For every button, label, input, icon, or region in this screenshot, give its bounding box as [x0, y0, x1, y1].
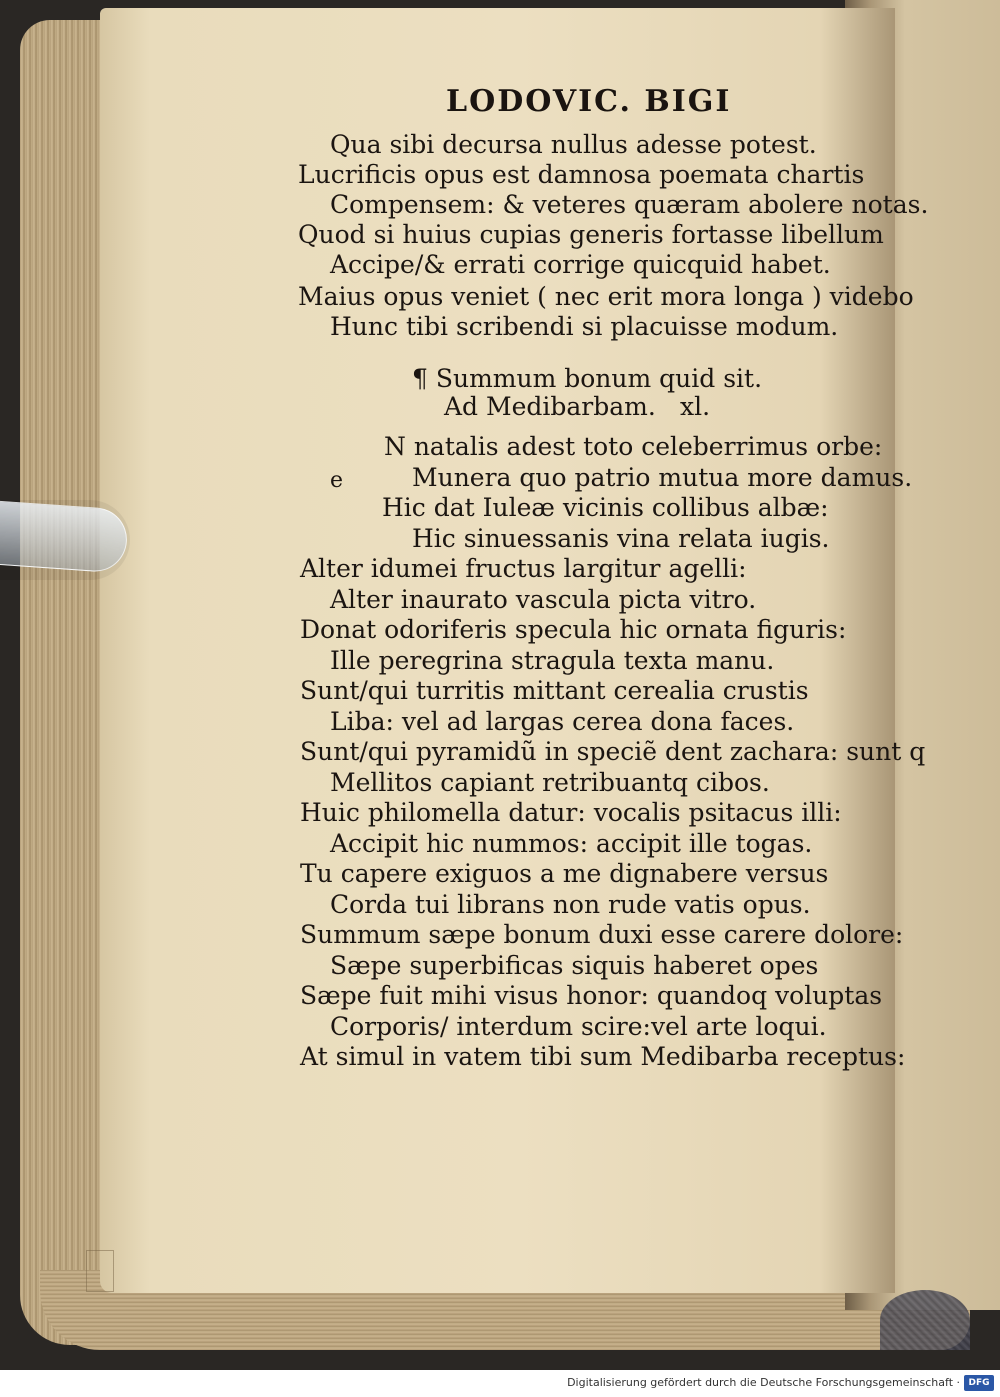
poem-line: Ille peregrina stragula texta manu. — [330, 646, 775, 675]
heading-dedication: Ad Medibarbam. — [444, 392, 656, 421]
heading-number: xl. — [680, 392, 711, 421]
running-head: LODOVIC. BIGI — [446, 84, 732, 119]
poem-line: Hic dat Iuleæ vicinis collibus albæ: — [382, 493, 829, 522]
poem-line: Hic sinuessanis vina relata iugis. — [412, 524, 830, 553]
poem-line: Munera quo patrio mutua more damus. — [412, 463, 913, 492]
poem-line: Liba: vel ad largas cerea dona faces. — [330, 707, 795, 736]
poem-line: Huic philomella datur: vocalis psitacus illi: — [300, 798, 842, 827]
poem-line: Alter idumei fructus largitur agelli: — [300, 554, 747, 583]
heading-title: ¶ Summum bonum quid sit. — [412, 364, 763, 393]
text-line: Accipe/& errati corrige quicquid habet. — [330, 250, 831, 279]
poem-line: Corporis/ interdum scire:vel arte loqui. — [330, 1012, 827, 1041]
text-line: Maius opus veniet ( nec erit mora longa ) videbo — [298, 282, 914, 311]
poem-line: Donat odoriferis specula hic ornata figuris: — [300, 615, 847, 644]
text-line: Compensem: & veteres quæram abolere notas. — [330, 190, 929, 219]
poem-line: Tu capere exiguos a me dignabere versus — [300, 859, 829, 888]
poem-line: Sæpe fuit mihi visus honor: quandoq voluptas — [300, 981, 883, 1010]
text-line: Lucrificis opus est damnosa poemata chartis — [298, 160, 865, 189]
text-line: Quod si huius cupias generis fortasse libellum — [298, 220, 884, 249]
poem-line: Sunt/qui pyramidũ in speciẽ dent zachara: sunt q — [300, 737, 926, 766]
poem-line: Mellitos capiant retribuantq cibos. — [330, 768, 770, 797]
footer — [0, 1370, 1000, 1397]
binding-stitch — [880, 1290, 970, 1350]
footer-credit: Digitalisierung gefördert durch die Deutsche Forschungsgemeinschaft · — [567, 1376, 960, 1389]
poem-line: Summum sæpe bonum duxi esse carere dolore: — [300, 920, 904, 949]
poem-line: N natalis adest toto celeberrimus orbe: — [384, 432, 883, 461]
poem-line: Sunt/qui turritis mittant cerealia crustis — [300, 676, 809, 705]
text-line: Qua sibi decursa nullus adesse potest. — [330, 130, 817, 159]
text-line: Hunc tibi scribendi si placuisse modum. — [330, 312, 839, 341]
poem-line: At simul in vatem tibi sum Medibarba receptus: — [300, 1042, 906, 1071]
poem-line: Alter inaurato vascula picta vitro. — [330, 585, 757, 614]
poem-line: Accipit hic nummos: accipit ille togas. — [330, 829, 813, 858]
page-clip — [0, 500, 129, 573]
poem-line: Corda tui librans non rude vatis opus. — [330, 890, 811, 919]
dfg-logo: DFG — [964, 1375, 994, 1391]
corner-marker — [86, 1250, 114, 1292]
poem-line: Sæpe superbificas siquis haberet opes — [330, 951, 819, 980]
margin-note: e — [330, 468, 344, 493]
